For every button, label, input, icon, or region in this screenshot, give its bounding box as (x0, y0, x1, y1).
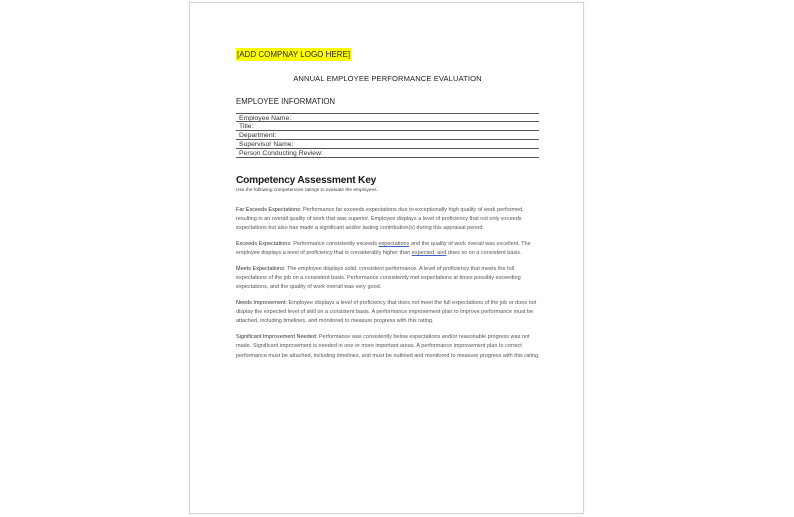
spellcheck-word: expectations (378, 240, 410, 247)
spellcheck-word: expected, and (411, 249, 447, 256)
supervisor-name-field: Supervisor Name: (236, 140, 539, 149)
rating-description-part: and the quality of work overall was excellent. The employee displays a level of proficiency that is considerably higher than (236, 240, 531, 256)
employee-info-heading: EMPLOYEE INFORMATION (236, 97, 336, 106)
rating-description: Employee displays a level of proficiency that does not meet the full expectations of the job or does not display the expected level of skill on a consistent basis. A performance improvement plan to improve performance must be attached, including timelines, and monitored to measure progress with this rating. (236, 299, 537, 325)
document-title: ANNUAL EMPLOYEE PERFORMANCE EVALUATION (293, 74, 482, 83)
rating-term: Meets Expectations: (236, 265, 286, 272)
logo-placeholder: [ADD COMPNAY LOGO HERE] (237, 50, 351, 59)
rating-description-part: does so on a consistent basis. (446, 249, 522, 256)
competency-key-heading: Competency Assessment Key (236, 175, 377, 186)
rating-description: The employee displays solid, consistent performance. A level of proficiency that meets the full expectations of the job on a consistent basis. Performance consistently met expectations at times possibly exceeding expectations, and the quality of work overall was very good. (236, 265, 521, 291)
employee-name-field: Employee Name: (236, 113, 539, 122)
document-page (189, 2, 584, 514)
rating-significant-improvement (236, 333, 541, 361)
rating-needs-improvement (236, 299, 541, 327)
rating-description-part: Performance consistently exceeds (293, 240, 379, 247)
department-field: Department: (236, 131, 539, 140)
rating-exceeds (236, 240, 541, 258)
rating-term: Exceeds Expectations: (236, 240, 292, 247)
ratings-list (236, 200, 541, 367)
rating-term: Needs Improvement: (236, 299, 288, 306)
rating-meets (236, 265, 541, 293)
rating-term: Significant Improvement Needed: (236, 334, 318, 341)
rating-term: Far Exceeds Expectations: (236, 206, 302, 213)
employee-info-table (236, 113, 539, 158)
rating-description: Performance was consistently below expectations and/or reasonable progress was not made. Significant improvement is needed in one or more important areas. A performance improvement plan to correct performance must be attached, including timelines, and must be outlined and monitored to measure progress with this rating. (236, 334, 540, 359)
rating-description: Performance far exceeds expectations due to exceptionally high quality of work performed, resulting in an overall quality of work that was superior. Employee displays a level of proficiency that not only exceeds expectations but also has made a significant and/or lasting contribution(s) during this appraisal period. (236, 206, 524, 231)
rating-far-exceeds (236, 206, 541, 234)
title-field: Title: (236, 122, 539, 131)
competency-key-intro: Use the following competencies ratings to evaluate the employees. (236, 188, 378, 193)
person-conducting-review-field: Person Conducting Review: (236, 149, 539, 158)
